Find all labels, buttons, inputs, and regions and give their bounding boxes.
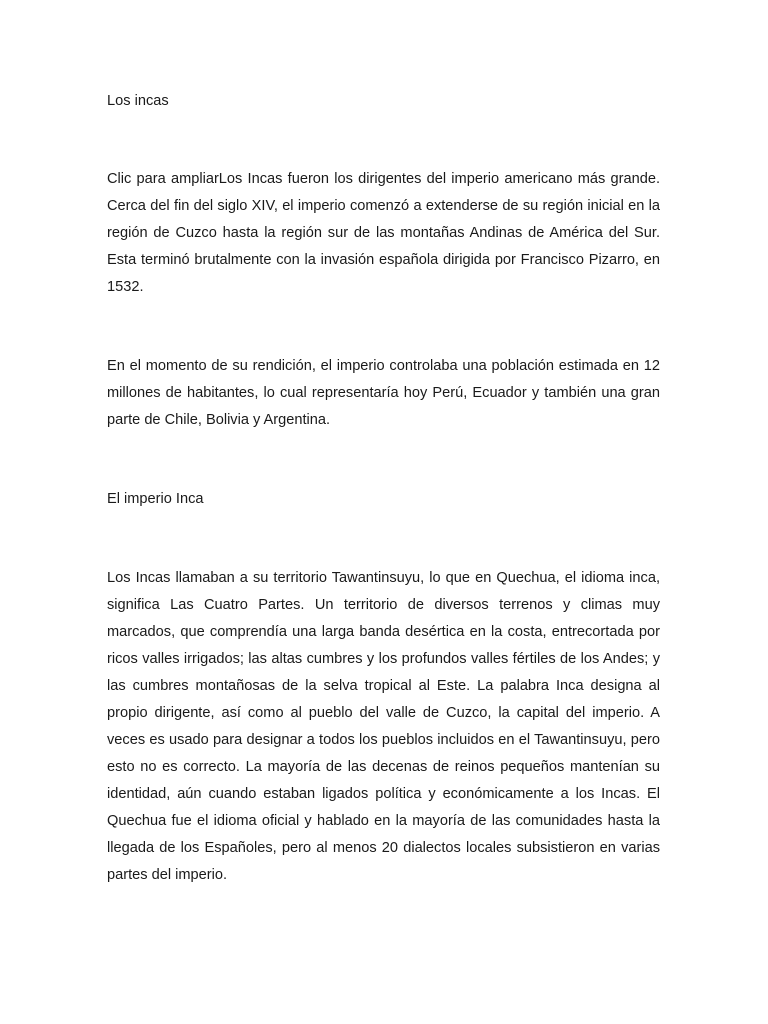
population-paragraph: En el momento de su rendición, el imperio controlaba una población estimada en 12 millones de habitantes, lo cual representaría hoy Perú, Ecuador y también una gran parte de Chile, Bolivia y Argentina. — [107, 358, 660, 428]
tawantinsuyu-paragraph: Los Incas llamaban a su territorio Tawantinsuyu, lo que en Quechua, el idioma inca, significa Las Cuatro Partes. Un territorio de diversos terrenos y climas muy marcados, que comprendía una larga banda desértica en la costa, entrecortada por ricos valles irrigados; las altas cumbres y los profundos valles fértiles de los Andes; y las cumbres montañosas de la selva tropical al Este. La palabra Inca designa al propio dirigente, así como al pueblo del valle de Cuzco, la capital del imperio. A veces es usado para designar a todos los pueblos incluidos en el Tawantinsuyu, pero esto no es correcto. La mayoría de las decenas de reinos pequeños mantenían su identidad, aún cuando estaban ligados política y económicamente a los Incas. El Quechua fue el idioma oficial y hablado en la mayoría de las comunidades hasta la llegada de los Españoles, pero al menos 20 dialectos locales subsistieron en varias partes del imperio. — [107, 570, 660, 883]
intro-paragraph: Clic para ampliarLos Incas fueron los dirigentes del imperio americano más grande. Cerca del fin del siglo XIV, el imperio comenzó a extenderse de su región inicial en la región de Cuzco hasta la región sur de las montañas Andinas de América del Sur. Esta terminó brutalmente con la invasión española dirigida por Francisco Pizarro, en 1532. — [107, 171, 660, 295]
section-title-imperio-inca: El imperio Inca — [107, 491, 204, 507]
section-title-los-incas: Los incas — [107, 93, 169, 109]
